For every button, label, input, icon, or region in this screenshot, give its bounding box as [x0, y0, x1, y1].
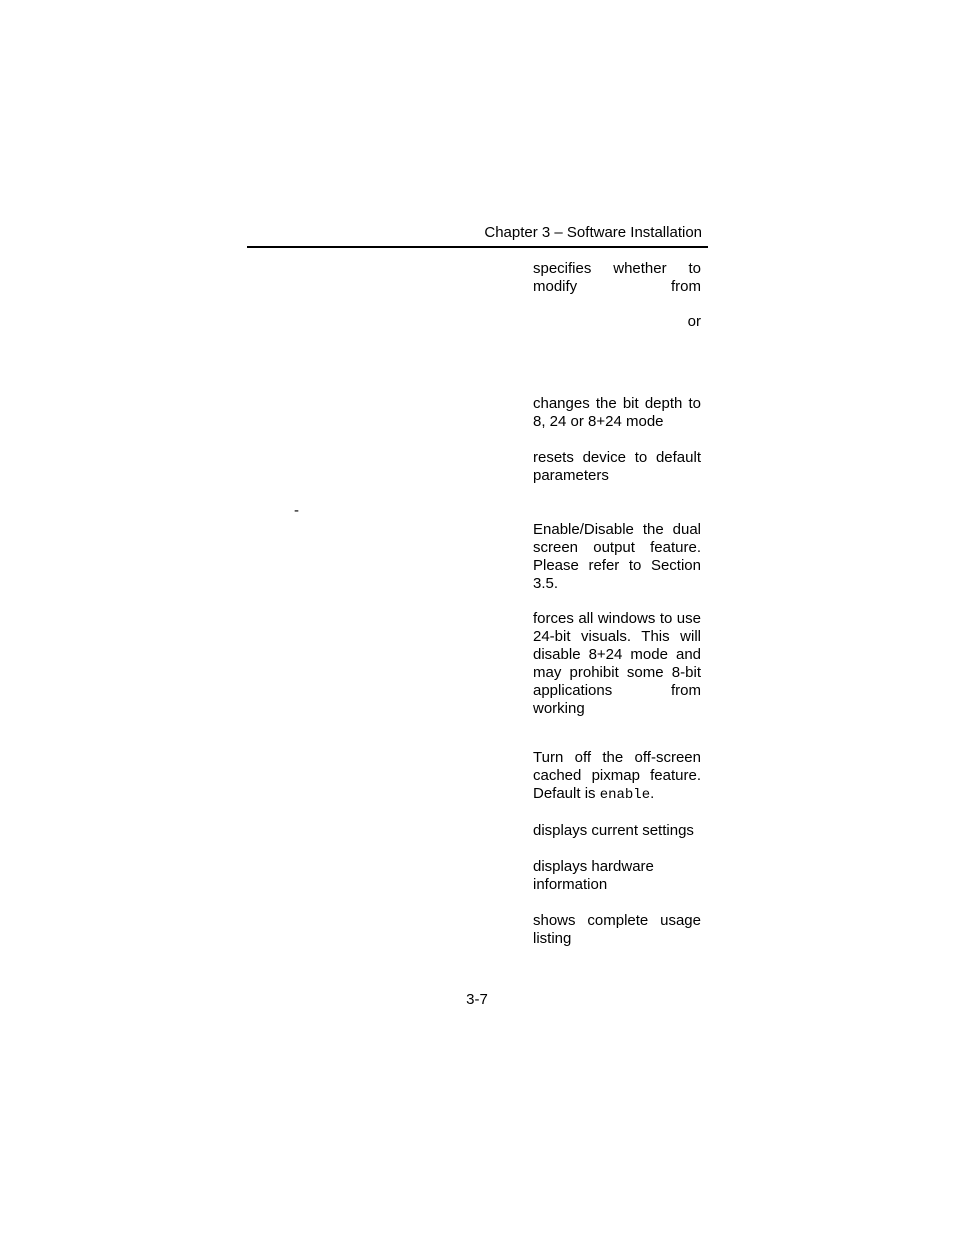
option-dash: - [294, 502, 299, 519]
description-pixmap [533, 749, 701, 804]
description-settings: displays current settings [533, 822, 694, 839]
description-reset: resets device to default parameters [533, 449, 701, 484]
header-rule [247, 246, 708, 248]
running-header: Chapter 3 – Software Installation [484, 224, 702, 241]
description-pixmap-text: Turn off the off-screen cached pixmap feature. Default is [533, 749, 701, 802]
description-depth: changes the bit depth to 8, 24 or 8+24 mode [533, 395, 701, 430]
description-modify: specifies whether to modify from [533, 260, 701, 295]
code-enable: enable [599, 787, 651, 803]
description-pixmap-period: . [650, 785, 655, 802]
description-dual-screen: Enable/Disable the dual screen output feature. Please refer to Section 3.5. [533, 521, 701, 592]
description-modify-or: or [687, 313, 701, 330]
description-hardware: displays hardware information [533, 858, 654, 893]
page-number: 3-7 [466, 991, 488, 1008]
description-24bit: forces all windows to use 24-bit visuals. This will disable 8+24 mode and may prohibit some 8-bit applications from working [533, 610, 701, 717]
description-usage: shows complete usage listing [533, 912, 701, 947]
